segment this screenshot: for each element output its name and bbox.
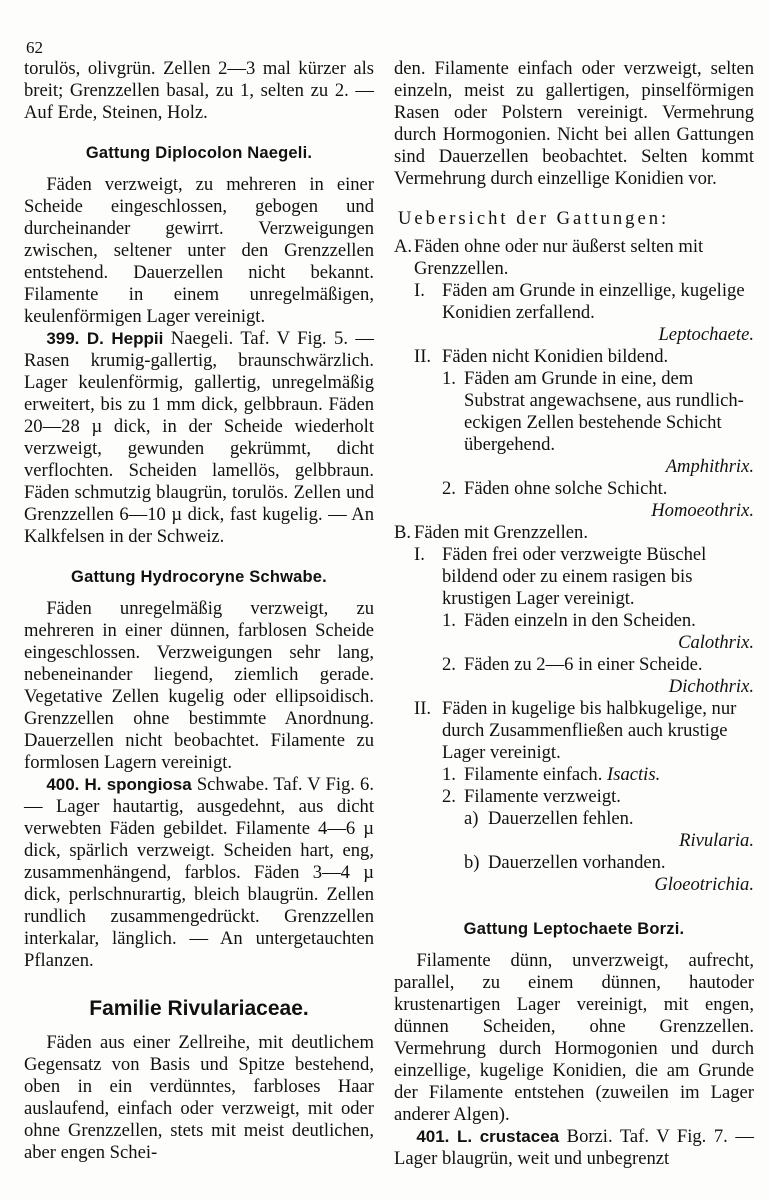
key-heading: Uebersicht der Gattungen: — [398, 208, 670, 229]
key-label: B. — [394, 522, 412, 543]
key-genus-homoeothrix: Homoeothrix. — [651, 500, 754, 521]
key-item-A-II — [414, 346, 754, 368]
key-text: Filamente verzweigt. — [464, 786, 621, 807]
family-heading-rivulariaceae: Familie Rivulariaceae. — [89, 997, 309, 1020]
key-item-B-II-2-b — [464, 852, 754, 874]
species-number: 401. — [416, 1127, 450, 1146]
key-label: 1. — [442, 610, 456, 631]
key-item-B — [394, 522, 754, 544]
key-label: 2. — [442, 654, 456, 675]
key-text: Dauerzellen fehlen. — [488, 808, 634, 829]
species-entry-401 — [394, 1126, 754, 1170]
species-name: L. crustacea — [456, 1127, 560, 1146]
key-label: 2. — [442, 478, 456, 499]
key-label: a) — [464, 808, 479, 829]
genus-heading-leptochaete: Gattung Leptochaete Borzi. — [463, 920, 685, 938]
key-item-B-I-1 — [442, 610, 754, 632]
key-label: II. — [414, 698, 432, 719]
key-label: A. — [394, 236, 413, 257]
key-item-B-II-2 — [442, 786, 754, 808]
key-item-B-I-2 — [442, 654, 754, 676]
genus-heading-hydrocoryne: Gattung Hydrocoryne Schwabe. — [71, 568, 327, 586]
key-text: Fäden einzeln in den Scheiden. — [464, 610, 696, 631]
key-text: Fäden am Grunde in eine, dem Substrat angewachsene, aus rundlich-eckigen Zellen bestehende Schicht übergehend. — [464, 368, 744, 455]
key-genus-leptochaete: Leptochaete. — [658, 324, 754, 345]
genus-description-diplocolon: Fäden verzweigt, zu mehreren in einer Scheide eingeschlossen, gebogen und durcheinander gewirrt. Verzweigungen zwischen, seltener unter den Grenzzellen entstehend. Dauerzellen nicht bekannt. Filamente in einem unregelmäßigen, keulenförmigen Lager vereinigt. — [24, 174, 374, 327]
right-column — [394, 58, 754, 1170]
key-text: Filamente einfach. Isactis. — [464, 764, 661, 785]
key-genus-gloeotrichia: Gloeotrichia. — [654, 874, 754, 895]
left-column — [24, 58, 374, 1164]
species-number: 399. — [46, 329, 80, 348]
key-item-A — [394, 236, 754, 280]
key-text: Fäden frei oder verzweigte Büschel bildend oder zu einem rasigen bis krustigen Lager vereinigt. — [442, 544, 707, 609]
key-label: I. — [414, 280, 425, 301]
key-text: Fäden ohne oder nur äußerst selten mit Grenzzellen. — [414, 236, 704, 279]
key-label: I. — [414, 544, 425, 565]
paragraph-continuation: den. Filamente einfach oder verzweigt, selten einzeln, meist zu gallertigen, pinselförmigen Rasen oder Polstern vereinigt. Vermehrung durch Hormogonien. Nicht bei allen Gattungen sind Dauerzellen beobachtet. Selten kommt Vermehrung durch einzellige Konidien vor. — [394, 58, 754, 189]
key-text: Fäden ohne solche Schicht. — [464, 478, 668, 499]
species-name: D. Heppii — [86, 329, 164, 348]
key-text: Fäden zu 2—6 in einer Scheide. — [464, 654, 703, 675]
species-entry-399 — [24, 328, 374, 548]
key-label: 2. — [442, 786, 456, 807]
species-number: 400. — [46, 775, 80, 794]
key-text: Fäden mit Grenzzellen. — [414, 522, 588, 543]
key-genus-dichothrix: Dichothrix. — [668, 676, 754, 697]
key-item-A-II-2 — [442, 478, 754, 500]
genus-heading-diplocolon: Gattung Diplocolon Naegeli. — [85, 144, 313, 162]
species-text: Naegeli. Taf. V Fig. 5. — Rasen krumig-gallertig, braunschwärzlich. Lager keulenförmig, gallertig, unregelmäßig erweitert, bis zu 1 mm dick, gelbbraun. Fäden 20—28 µ dick, in der Scheide wiederholt verzweigt, gewunden gekrümmt, dicht verflochten. Scheiden lamellös, gelbbraun. Fäden schmutzig blaugrün, torulös. Zellen und Grenzzellen 6—10 µ dick, fast kugelig. — An Kalkfelsen in der Schweiz. — [24, 328, 375, 547]
key-text: Dauerzellen vorhanden. — [488, 852, 666, 873]
key-label: II. — [414, 346, 432, 367]
key-genus-amphithrix: Amphithrix. — [665, 456, 754, 477]
key-label: 1. — [442, 764, 456, 785]
species-name: H. spongiosa — [84, 775, 192, 794]
key-label: 1. — [442, 368, 456, 389]
key-item-B-II-1 — [442, 764, 754, 786]
family-description: Fäden aus einer Zellreihe, mit deutlichem Gegensatz von Basis und Spitze bestehend, oben in ein verdünntes, farbloses Haar auslaufend, einfach oder verzweigt, mit oder ohne Grenzzellen, stets mit meist deutlichen, aber engen Schei- — [24, 1032, 374, 1163]
genus-description-leptochaete: Filamente dünn, unverzweigt, aufrecht, parallel, zu einem dünnen, hautoder krustenartigen Lager vereinigt, mit engen, dünnen Scheiden, ohne Grenzzellen. Vermehrung durch Hormogonien und durch einzellige, kugelige Konidien, die am Grunde der Filamente entstehen (zuweilen im Lager anderer Algen). — [394, 950, 754, 1125]
key-item-B-II — [414, 698, 754, 764]
species-entry-400 — [24, 774, 374, 972]
key-text: Fäden am Grunde in einzellige, kugelige Konidien zerfallend. — [442, 280, 745, 323]
key-genus-isactis: Isactis. — [607, 764, 661, 785]
key-item-B-II-2-a — [464, 808, 754, 830]
key-item-B-I — [414, 544, 754, 610]
key-genus-rivularia: Rivularia. — [679, 830, 754, 851]
page-number: 62 — [26, 38, 43, 57]
key-text: Fäden nicht Konidien bildend. — [442, 346, 669, 367]
key-item-A-II-1 — [442, 368, 754, 456]
paragraph-continuation: torulös, olivgrün. Zellen 2—3 mal kürzer als breit; Grenzzellen basal, zu 1, selten zu 2. — Auf Erde, Steinen, Holz. — [24, 58, 374, 123]
species-text: Schwabe. Taf. V Fig. 6. — Lager hautartig, ausgedehnt, aus dicht verwebten Fäden gebildet. Filamente 4—6 µ dick, spärlich verzweigt. Scheiden hart, eng, zusammenhängend, farblos. Fäden 3—4 µ dick, perlschnurartig, bleich blaugrün. Zellen rundlich zusammengedrückt. Grenzzellen interkalar, länglich. — An untergetauchten Pflanzen. — [24, 774, 374, 971]
key-label: b) — [464, 852, 480, 873]
species-text: Borzi. Taf. V Fig. 7. — Lager blaugrün, weit und unbegrenzt — [394, 1126, 754, 1169]
genus-description-hydrocoryne: Fäden unregelmäßig verzweigt, zu mehreren in einer dünnen, farblosen Scheide eingeschlossen. Verzweigungen sehr lang, nebeneinander liegend, ziemlich gerade. Vegetative Zellen kugelig oder ellipsoidisch. Grenzzellen ohne bestimmte Anordnung. Dauerzellen nicht beobachtet. Filamente zu formlosen Lagern vereinigt. — [24, 598, 374, 773]
key-text: Fäden in kugelige bis halbkugelige, nur durch Zusammenfließen auch krustige Lager vereinigt. — [442, 698, 737, 763]
key-item-A-I — [414, 280, 754, 324]
key-genus-calothrix: Calothrix. — [678, 632, 754, 653]
